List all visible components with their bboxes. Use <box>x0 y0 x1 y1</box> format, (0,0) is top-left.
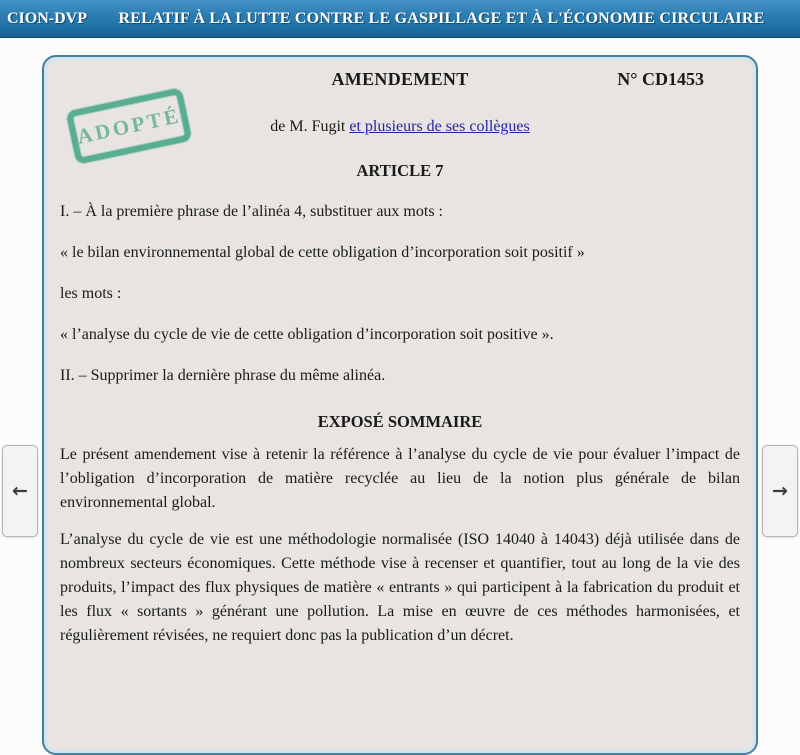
body-paragraph: II. – Supprimer la dernière phrase du même alinéa. <box>60 367 386 384</box>
body-paragraph: « l’analyse du cycle de vie de cette obligation d’incorporation soit positive ». <box>60 326 554 343</box>
top-bar <box>0 0 800 38</box>
body-paragraph: I. – À la première phrase de l’alinéa 4, substituer aux mots : <box>60 203 443 220</box>
next-amendment-button[interactable] <box>762 445 798 537</box>
article-heading: ARTICLE 7 <box>356 161 444 180</box>
expose-paragraph: Le présent amendement vise à retenir la référence à l’analyse du cycle de vie pour évaluer l’impact de l’obligation d’incorporation de matière recyclée au lieu de la notion plus générale de bilan environnemental global. <box>60 446 740 511</box>
body-paragraph: « le bilan environnemental global de cette obligation d’incorporation soit positif » <box>60 244 585 261</box>
doc-type-heading: AMENDEMENT <box>331 69 469 89</box>
page-title: RELATIF À LA LUTTE CONTRE LE GASPILLAGE ET À L'ÉCONOMIE CIRCULAIRE <box>118 9 765 27</box>
expose-paragraph: L’analyse du cycle de vie est une méthodologie normalisée (ISO 14040 à 14043) déjà utilisée dans de nombreux secteurs économiques. Cette méthode vise à recenser et quantifier, tout au long de la vie des produits, l’impact des flux physiques de matière « entrants » qui participent à la fabrication du produit et les flux « sortants » générant une pollution. La mise en œuvre de ces méthodes harmonisées, et régulièrement révisées, ne requiert donc pas la publication d’un décret. <box>60 531 740 644</box>
document-title-row <box>60 69 740 93</box>
right-arrow-icon: → <box>772 479 788 502</box>
committee-label: CION-DVP <box>7 9 87 27</box>
left-arrow-icon: ← <box>12 479 28 502</box>
amendment-body <box>60 202 740 648</box>
adopted-stamp <box>66 87 193 164</box>
body-paragraph: les mots : <box>60 285 122 302</box>
cosigners-link[interactable]: et plusieurs de ses collègues <box>349 118 530 135</box>
author-prefix: de M. Fugit <box>270 118 350 135</box>
previous-amendment-button[interactable] <box>2 445 38 537</box>
expose-heading: EXPOSÉ SOMMAIRE <box>317 412 483 431</box>
amendment-number: N° CD1453 <box>617 69 704 89</box>
amendment-card <box>42 55 758 755</box>
adopted-stamp-label: ADOPTÉ <box>74 102 183 149</box>
